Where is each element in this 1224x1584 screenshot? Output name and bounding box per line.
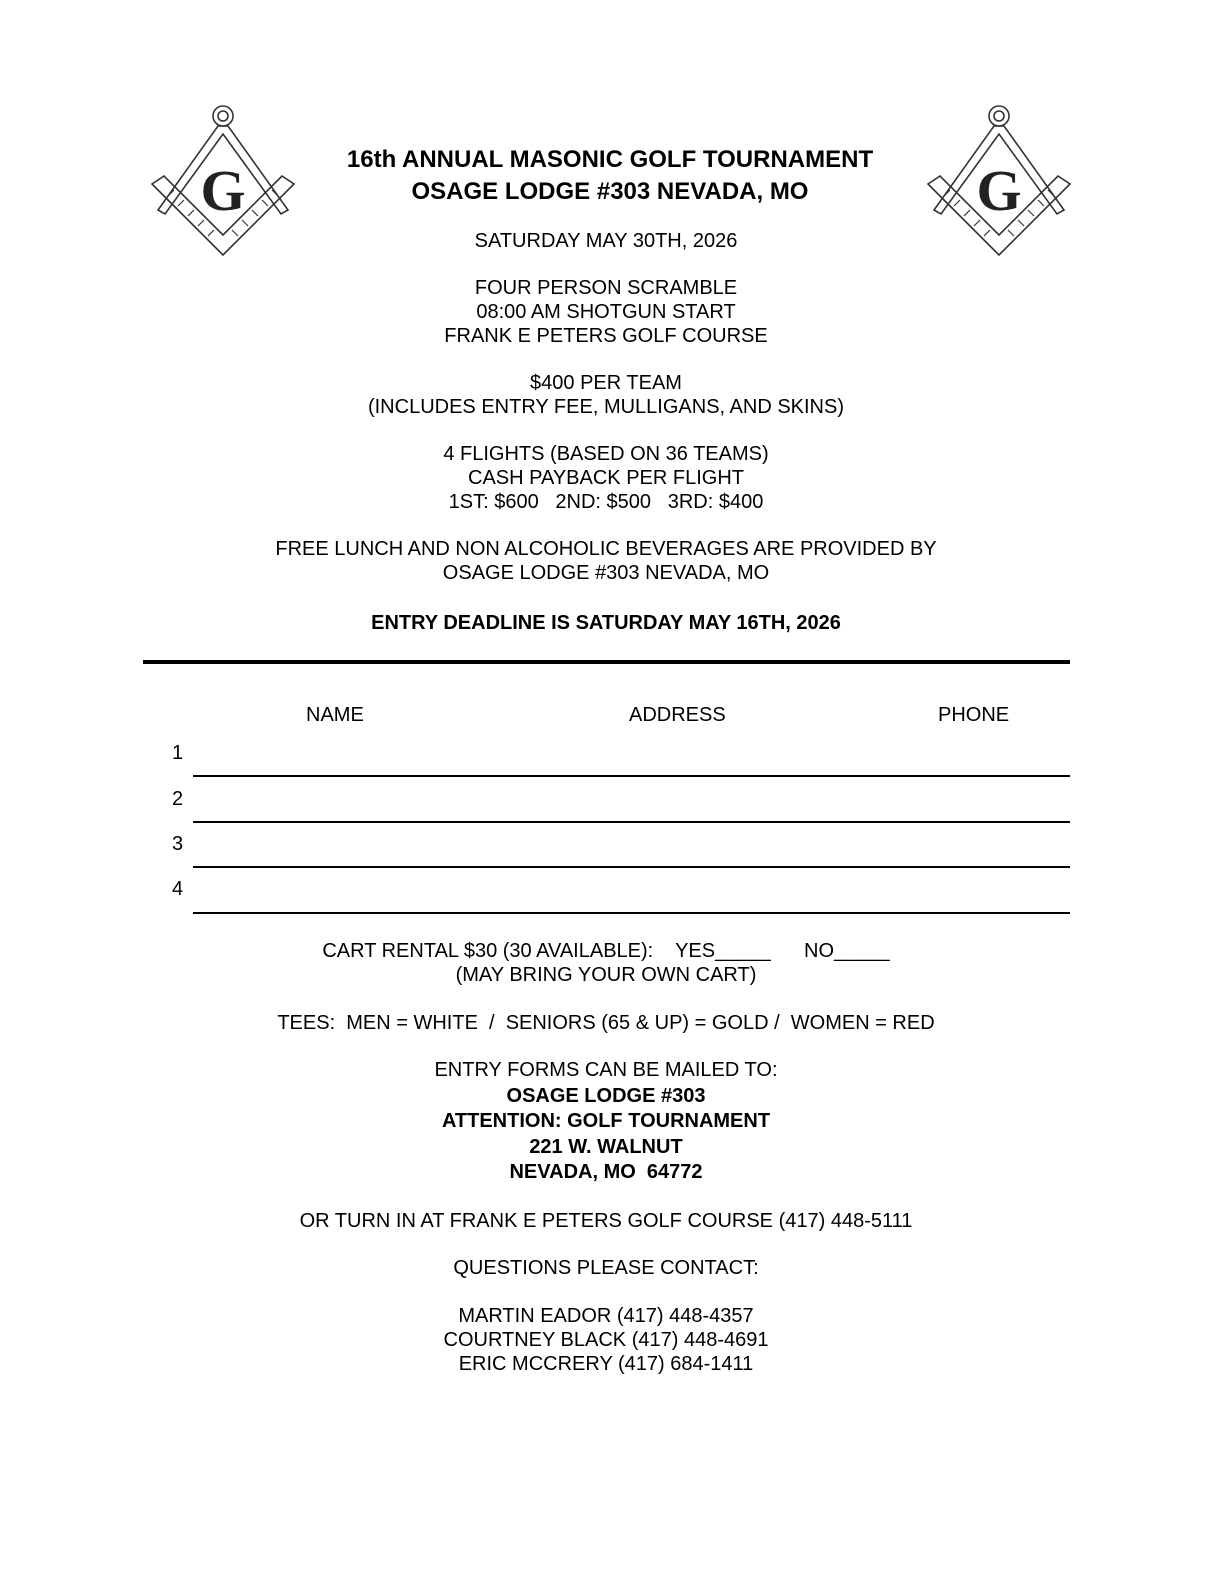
- page-subtitle: OSAGE LODGE #303 NEVADA, MO: [411, 178, 809, 205]
- page-header: [300, 144, 920, 208]
- lunch-line-1: FREE LUNCH AND NON ALCOHOLIC BEVERAGES ARE PROVIDED BY: [275, 538, 937, 560]
- column-header-name: NAME: [306, 704, 364, 726]
- flights-block: [200, 442, 1012, 514]
- flight-prizes: 1ST: $600 2ND: $500 3RD: $400: [448, 491, 764, 513]
- lunch-line-2: OSAGE LODGE #303 NEVADA, MO: [442, 562, 770, 584]
- mail-street: 221 W. WALNUT: [529, 1135, 683, 1158]
- cart-rental-block: [200, 939, 1012, 987]
- entry-line-2[interactable]: [193, 821, 1070, 823]
- cart-rental[interactable]: CART RENTAL $30 (30 AVAILABLE): YES_____ NO_____: [322, 940, 890, 962]
- row-number: 1: [172, 742, 184, 764]
- mail-block: [200, 1058, 1012, 1186]
- contact: COURTNEY BLACK (417) 448-4691: [443, 1329, 769, 1351]
- turn-in-block: [200, 1209, 1012, 1233]
- contact: ERIC MCCRERY (417) 684-1411: [458, 1353, 754, 1375]
- row-number: 4: [172, 878, 184, 900]
- event-format: FOUR PERSON SCRAMBLE: [474, 277, 738, 299]
- entry-deadline: ENTRY DEADLINE IS SATURDAY MAY 16TH, 2026: [371, 612, 841, 634]
- row-number: 3: [172, 833, 184, 855]
- mail-attention: ATTENTION: GOLF TOURNAMENT: [441, 1110, 771, 1132]
- mail-name: OSAGE LODGE #303: [506, 1084, 706, 1107]
- fees-block: [200, 371, 1012, 419]
- team-price: $400 PER TEAM: [530, 372, 682, 394]
- event-start: 08:00 AM SHOTGUN START: [476, 301, 736, 323]
- deadline-block: [200, 611, 1012, 635]
- price-includes: (INCLUDES ENTRY FEE, MULLIGANS, AND SKINS): [367, 396, 845, 418]
- entry-line-4[interactable]: [193, 912, 1070, 914]
- column-header-phone: PHONE: [938, 704, 1010, 726]
- mail-intro: ENTRY FORMS CAN BE MAILED TO:: [434, 1059, 778, 1081]
- event-date: SATURDAY MAY 30TH, 2026: [474, 230, 738, 252]
- tees-block: [200, 1011, 1012, 1035]
- row-number: 2: [172, 788, 184, 810]
- column-header-address: ADDRESS: [629, 704, 726, 726]
- event-format-block: [200, 276, 1012, 348]
- tees-info: TEES: MEN = WHITE / SENIORS (65 & UP) = GOLD / WOMEN = RED: [277, 1012, 935, 1034]
- questions-heading: QUESTIONS PLEASE CONTACT:: [453, 1257, 759, 1279]
- mail-city: NEVADA, MO 64772: [509, 1161, 703, 1183]
- contact: MARTIN EADOR (417) 448-4357: [458, 1305, 754, 1327]
- questions-block: [200, 1256, 1012, 1280]
- flight-payback: CASH PAYBACK PER FLIGHT: [468, 467, 744, 489]
- turn-in: OR TURN IN AT FRANK E PETERS GOLF COURSE (417) 448-5111: [299, 1210, 913, 1232]
- event-course: FRANK E PETERS GOLF COURSE: [444, 325, 768, 347]
- section-divider: [143, 660, 1070, 664]
- flight-count: 4 FLIGHTS (BASED ON 36 TEAMS): [443, 443, 769, 465]
- entry-line-1[interactable]: [193, 775, 1070, 777]
- emblem-letter: G: [976, 158, 1022, 223]
- event-date-block: [200, 229, 1012, 253]
- page-title: 16th ANNUAL MASONIC GOLF TOURNAMENT: [346, 146, 874, 173]
- emblem-letter: G: [200, 158, 246, 223]
- entry-line-3[interactable]: [193, 866, 1070, 868]
- contacts-block: [200, 1304, 1012, 1376]
- lunch-block: [200, 537, 1012, 585]
- cart-note: (MAY BRING YOUR OWN CART): [455, 964, 757, 986]
